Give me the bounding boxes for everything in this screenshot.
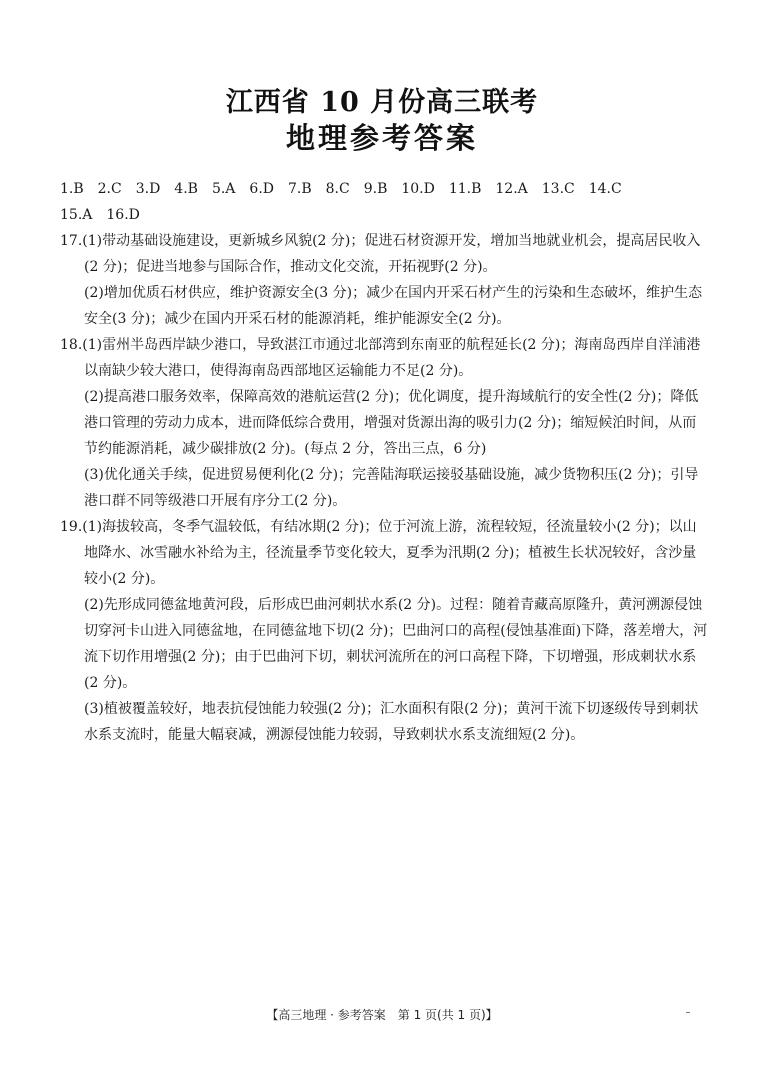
- q17-part-1: 17.(1)带动基础设施建设，更新城乡风貌(2 分)；促进石材资源开发，增加当地就业机会，提高居民收入(2 分)；促进当地参与国际合作，推动文化交流，开拓视野(2 分)。: [60, 233, 701, 275]
- q19-part-2: (2)先形成同德盆地黄河段，后形成巴曲河刺状水系(2 分)。过程：随着青藏高原隆升，黄河溯源侵蚀切穿河卡山进入同德盆地，在同德盆地下切(2 分)；巴曲河口的高程(侵蚀基准面)下降，落差增大，河流下切作用增强(2 分)；由于巴曲河下切，刺状河流所在的河口高程下降，下切增强，形成刺状水系(2 分)。: [84, 597, 708, 691]
- q18-part-3: (3)优化通关手续，促进贸易便利化(2 分)；完善陆海联运接驳基础设施，减少货物积压(2 分)；引导港口群不同等级港口开展有序分工(2 分)。: [84, 467, 699, 509]
- q17-part-2: (2)增加优质石材供应，维护资源安全(3 分)；减少在国内开采石材产生的污染和生态破坏，维护生态安全(3 分)；减少在国内开采石材的能源消耗，维护能源安全(2 分)。: [84, 285, 703, 327]
- mc-line-2: 15.A 16.D: [60, 207, 140, 223]
- answer-content: [60, 176, 708, 748]
- q19-part-1: 19.(1)海拔较高，冬季气温较低，有结冰期(2 分)；位于河流上游，流程较短，径流量较小(2 分)；以山地降水、冰雪融水补给为主，径流量季节变化较大，夏季为汛期(2 分)；植被生长状况较好，含沙量较小(2 分)。: [60, 519, 697, 587]
- answer-key-title: 地理参考答案: [285, 121, 478, 155]
- page-footer: 【高三地理 · 参考答案 第 1 页(共 1 页)】: [266, 1008, 498, 1022]
- q19-part-3: (3)植被覆盖较好，地表抗侵蚀能力较强(2 分)；汇水面积有限(2 分)；黄河干流下切逐级传导到刺状水系支流时，能量大幅衰减，溯源侵蚀能力较弱，导致刺状水系支流细短(2 分)。: [84, 701, 699, 743]
- question-17: [60, 228, 708, 332]
- q18-part-2: (2)提高港口服务效率，保障高效的港航运营(2 分)；优化调度，提升海域航行的安全性(2 分)；降低港口管理的劳动力成本，进而降低综合费用，增强对货源出海的吸引力(2 分)；缩短候泊时间，从而节约能源消耗，减少碳排放(2 分)。(每点 2 分，答出三点，6 分): [84, 389, 699, 457]
- multiple-choice-answers: [60, 176, 708, 228]
- q18-part-1: 18.(1)雷州半岛西岸缺少港口，导致湛江市通过北部湾到东南亚的航程延长(2 分)；海南岛西岸自洋浦港以南缺少较大港口，使得海南岛西部地区运输能力不足(2 分)。: [60, 337, 701, 379]
- mc-line-1: 1.B 2.C 3.D 4.B 5.A 6.D 7.B 8.C 9.B 10.D 11.B 12.A 13.C 14.C: [60, 181, 622, 197]
- question-19: [60, 514, 708, 748]
- exam-title: 江西省 10 月份高三联考: [225, 87, 539, 118]
- scan-mark: [686, 1012, 690, 1013]
- question-18: [60, 332, 708, 514]
